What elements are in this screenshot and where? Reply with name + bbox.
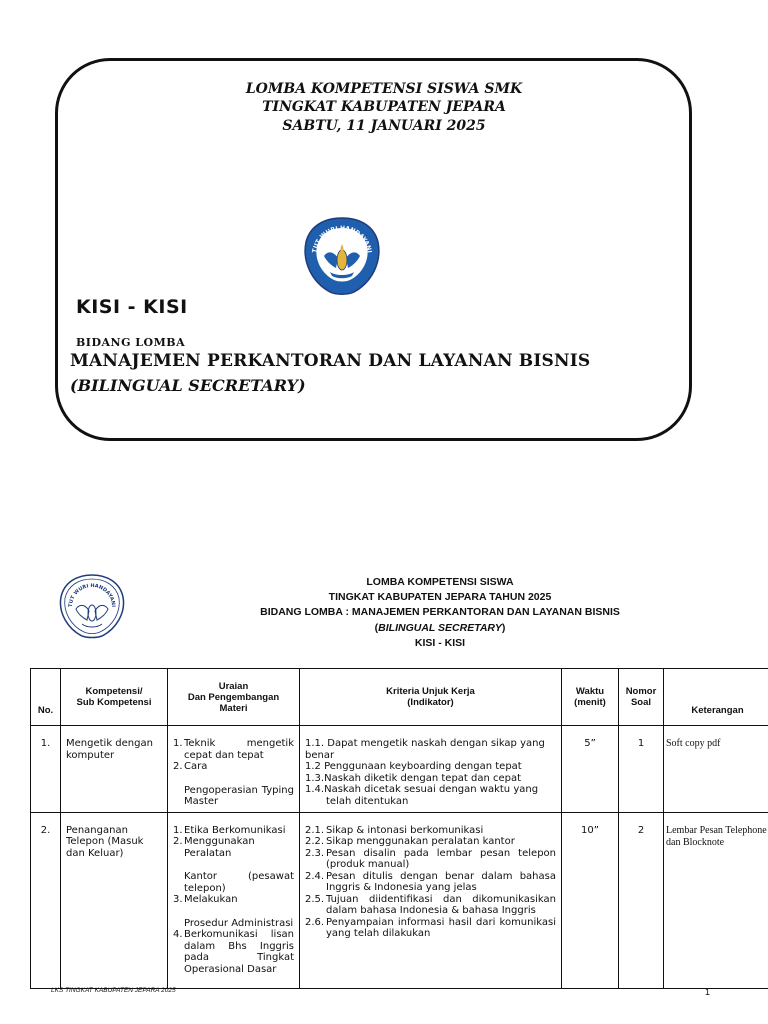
row1-kriteria: [300, 726, 562, 813]
row2-kompetensi: Penanganan Telepon (Masuk dan Keluar): [61, 812, 168, 988]
row1-keterangan: Soft copy pdf: [664, 726, 768, 813]
list-item: 1. Teknik mengetik cepat dan tepat: [173, 738, 294, 761]
page2-title-line-4: [240, 621, 640, 636]
header-uraian: Uraian Dan Pengembangan Materi: [168, 669, 300, 726]
list-item: 2.1. Sikap & intonasi berkomunikasi: [305, 824, 484, 836]
bidang-lomba-subtitle: (BILINGUAL SECRETARY): [70, 376, 306, 395]
list-item: 2. Menggunakan Peralatan: [173, 836, 255, 859]
list-item: Pengoperasian Typing Master: [184, 784, 294, 807]
row1-no: 1.: [31, 726, 61, 813]
page2-title-line-5: KISI - KISI: [414, 637, 466, 649]
list-item: 2.6. Penyampaian informasi hasil dari komunikasi yang telah dilakukan: [305, 916, 556, 939]
header-nomor: Nomor Soal: [619, 669, 664, 726]
row2-kriteria: [300, 812, 562, 988]
row2-nomor: 2: [619, 812, 664, 988]
table-row: [31, 812, 768, 988]
row2-uraian: [168, 812, 300, 988]
list-item: 3. Melakukan: [173, 894, 238, 905]
small-seal-motto: TUT WURI HANDAYANI: [67, 582, 117, 608]
list-item: 4. Berkomunikasi lisan dalam Bhs Inggris pada Tingkat Operasional Dasar: [173, 929, 294, 975]
bidang-lomba-name: MANAJEMEN PERKANTORAN DAN LAYANAN BISNIS: [70, 351, 591, 371]
cover-title-line-1: LOMBA KOMPETENSI SISWA SMK: [245, 81, 523, 97]
list-item: 1.3.Naskah diketik dengan tepat dan cepat: [305, 772, 522, 784]
table-row: [31, 726, 768, 813]
list-item: 1.1. Dapat mengetik naskah dengan sikap yang benar: [305, 738, 545, 761]
paren-open: (: [374, 622, 379, 634]
cover-title-line-2: TINGKAT KABUPATEN JEPARA: [262, 99, 506, 115]
small-seal-icon: [58, 573, 126, 639]
header-keterangan: Keterangan: [664, 669, 768, 726]
row2-no: 2.: [31, 812, 61, 988]
tut-wuri-handayani-seal-icon: [302, 216, 382, 296]
header-no: No.: [31, 669, 61, 726]
list-item: 2.2. Sikap menggunakan peralatan kantor: [305, 836, 515, 847]
footer-text: LKS TINGKAT KABUPATEN JEPARA 2025: [51, 987, 176, 994]
row2-waktu: 10”: [562, 812, 619, 988]
list-item: 2.3. Pesan disalin pada lembar pesan telepon (produk manual): [305, 847, 556, 870]
header-kriteria: Kriteria Unjuk Kerja (Indikator): [300, 669, 562, 726]
page2-title-line-2: TINGKAT KABUPATEN JEPARA TAHUN 2025: [328, 591, 552, 603]
paren-close: ): [501, 622, 506, 634]
list-item: 1.2 Penggunaan keyboarding dengan tepat: [305, 761, 522, 772]
list-item: 2.4. Pesan ditulis dengan benar dalam bahasa Inggris & Indonesia yang jelas: [305, 870, 556, 893]
page2-title-line-3: BIDANG LOMBA : MANAJEMEN PERKANTORAN DAN LAYANAN BISNIS: [260, 606, 620, 618]
table-header-row: [31, 669, 768, 726]
list-item: 2. Cara: [173, 761, 208, 772]
list-item: Kantor (pesawat telepon): [184, 871, 294, 894]
row2-keterangan: Lembar Pesan Telephone dan Blocknote: [664, 812, 768, 988]
list-item: 1. Etika Berkomunikasi: [173, 824, 286, 836]
list-item: 1.4.Naskah dicetak sesuai dengan waktu yang telah ditentukan: [305, 784, 539, 807]
cover-title-line-3: SABTU, 11 JANUARI 2025: [282, 118, 486, 134]
header-waktu: Waktu (menit): [562, 669, 619, 726]
bidang-lomba-label: BIDANG LOMBA: [76, 336, 186, 349]
document-type-title: KISI - KISI: [76, 296, 188, 318]
row1-waktu: 5”: [562, 726, 619, 813]
list-item: 2.5. Tujuan diidentifikasi dan dikomunikasikan dalam bahasa Indonesia & bahasa Inggris: [305, 893, 556, 916]
row1-kompetensi: Mengetik dengan komputer: [61, 726, 168, 813]
list-item: Prosedur Administrasi: [184, 917, 294, 929]
page-number: 1: [705, 987, 711, 997]
row1-nomor: 1: [619, 726, 664, 813]
page2-title-line-1: LOMBA KOMPETENSI SISWA: [366, 576, 514, 588]
header-kompetensi: Kompetensi/ Sub Kompetensi: [61, 669, 168, 726]
row1-uraian: [168, 726, 300, 813]
seal-motto: TUT WURI HANDAYANI: [311, 224, 373, 254]
page2-subtitle-italic: BILINGUAL SECRETARY: [378, 622, 502, 634]
kisi-table: [30, 668, 768, 989]
